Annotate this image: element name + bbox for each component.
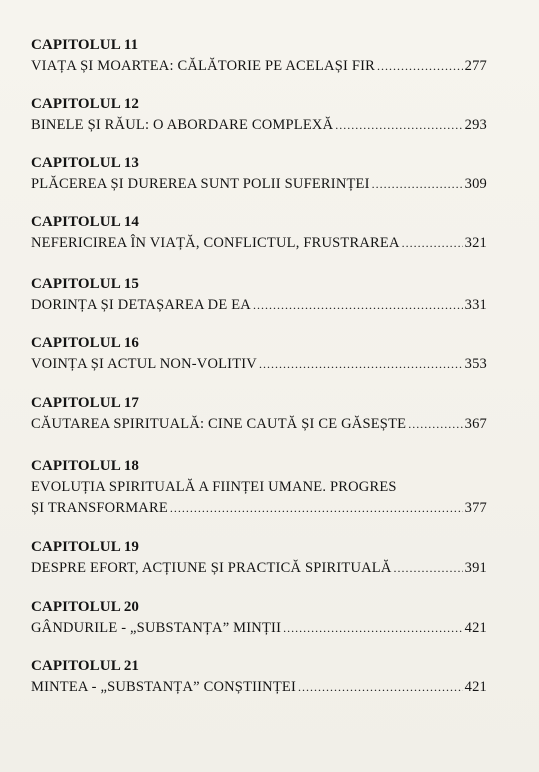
chapter-title: PLĂCEREA ȘI DUREREA SUNT POLII SUFERINȚEI — [31, 176, 370, 192]
leader-dots — [298, 678, 463, 696]
chapter-title: BINELE ȘI RĂUL: O ABORDARE COMPLEXĂ — [31, 117, 334, 133]
toc-line — [31, 57, 487, 75]
toc-line — [31, 355, 487, 373]
chapter-title: VOINȚA ȘI ACTUL NON-VOLITIV — [31, 356, 257, 372]
page-number: 277 — [464, 58, 487, 74]
chapter-title: MINTEA - „SUBSTANȚA” CONȘTIINȚEI — [31, 679, 296, 695]
chapter-heading: CAPITOLUL 18 — [31, 458, 140, 474]
toc-line — [31, 175, 487, 193]
chapter-heading: CAPITOLUL 20 — [31, 599, 140, 615]
toc-line — [31, 116, 487, 134]
leader-dots — [283, 619, 463, 637]
leader-dots — [259, 355, 463, 373]
page-number: 377 — [464, 500, 487, 516]
toc-entry — [31, 154, 487, 193]
toc-line — [31, 678, 487, 696]
page-number: 353 — [464, 356, 487, 372]
toc-entry — [31, 457, 487, 517]
toc-entry — [31, 334, 487, 373]
leader-dots — [408, 415, 462, 433]
chapter-title: DESPRE EFORT, ACȚIUNE ȘI PRACTICĂ SPIRITUALĂ — [31, 560, 392, 576]
toc-entry — [31, 95, 487, 134]
chapter-heading: CAPITOLUL 19 — [31, 539, 140, 555]
toc-entry — [31, 538, 487, 577]
toc-entry — [31, 36, 487, 75]
toc-entry — [31, 598, 487, 637]
chapter-heading: CAPITOLUL 21 — [31, 658, 140, 674]
chapter-title: VIAȚA ȘI MOARTEA: CĂLĂTORIE PE ACELAȘI FIR — [31, 58, 375, 74]
chapter-heading: CAPITOLUL 12 — [31, 96, 140, 112]
leader-dots — [170, 499, 463, 517]
page-number: 293 — [464, 117, 487, 133]
leader-dots — [377, 57, 463, 75]
toc-entry — [31, 394, 487, 433]
chapter-title-continuation: ȘI TRANSFORMARE — [31, 500, 168, 516]
leader-dots — [394, 559, 463, 577]
leader-dots — [372, 175, 463, 193]
page-number: 421 — [464, 679, 487, 695]
toc-line — [31, 296, 487, 314]
page-number: 331 — [464, 297, 487, 313]
leader-dots — [253, 296, 463, 314]
chapter-heading: CAPITOLUL 11 — [31, 37, 139, 53]
chapter-title: NEFERICIREA ÎN VIAȚĂ, CONFLICTUL, FRUSTRAREA — [31, 235, 400, 251]
toc-entry — [31, 213, 487, 252]
page-number: 367 — [464, 416, 487, 432]
toc-entry — [31, 657, 487, 696]
chapter-title: EVOLUȚIA SPIRITUALĂ A FIINȚEI UMANE. PROGRES — [31, 479, 397, 495]
chapter-heading: CAPITOLUL 14 — [31, 214, 140, 230]
chapter-title: CĂUTAREA SPIRITUALĂ: CINE CAUTĂ ȘI CE GĂSEȘTE — [31, 416, 407, 432]
chapter-title: GÂNDURILE - „SUBSTANȚA” MINȚII — [31, 620, 282, 636]
chapter-heading: CAPITOLUL 13 — [31, 155, 140, 171]
toc-line — [31, 415, 487, 433]
toc-line — [31, 234, 487, 252]
toc-line — [31, 499, 487, 517]
page-number: 309 — [464, 176, 487, 192]
chapter-heading: CAPITOLUL 17 — [31, 395, 140, 411]
chapter-title: DORINȚA ȘI DETAȘAREA DE EA — [31, 297, 251, 313]
chapter-heading: CAPITOLUL 15 — [31, 276, 140, 292]
page-number: 421 — [464, 620, 487, 636]
leader-dots — [335, 116, 462, 134]
page-number: 321 — [464, 235, 487, 251]
page-number: 391 — [464, 560, 487, 576]
toc-line — [31, 559, 487, 577]
toc-line — [31, 619, 487, 637]
leader-dots — [402, 234, 463, 252]
chapter-heading: CAPITOLUL 16 — [31, 335, 140, 351]
toc-entry — [31, 275, 487, 314]
